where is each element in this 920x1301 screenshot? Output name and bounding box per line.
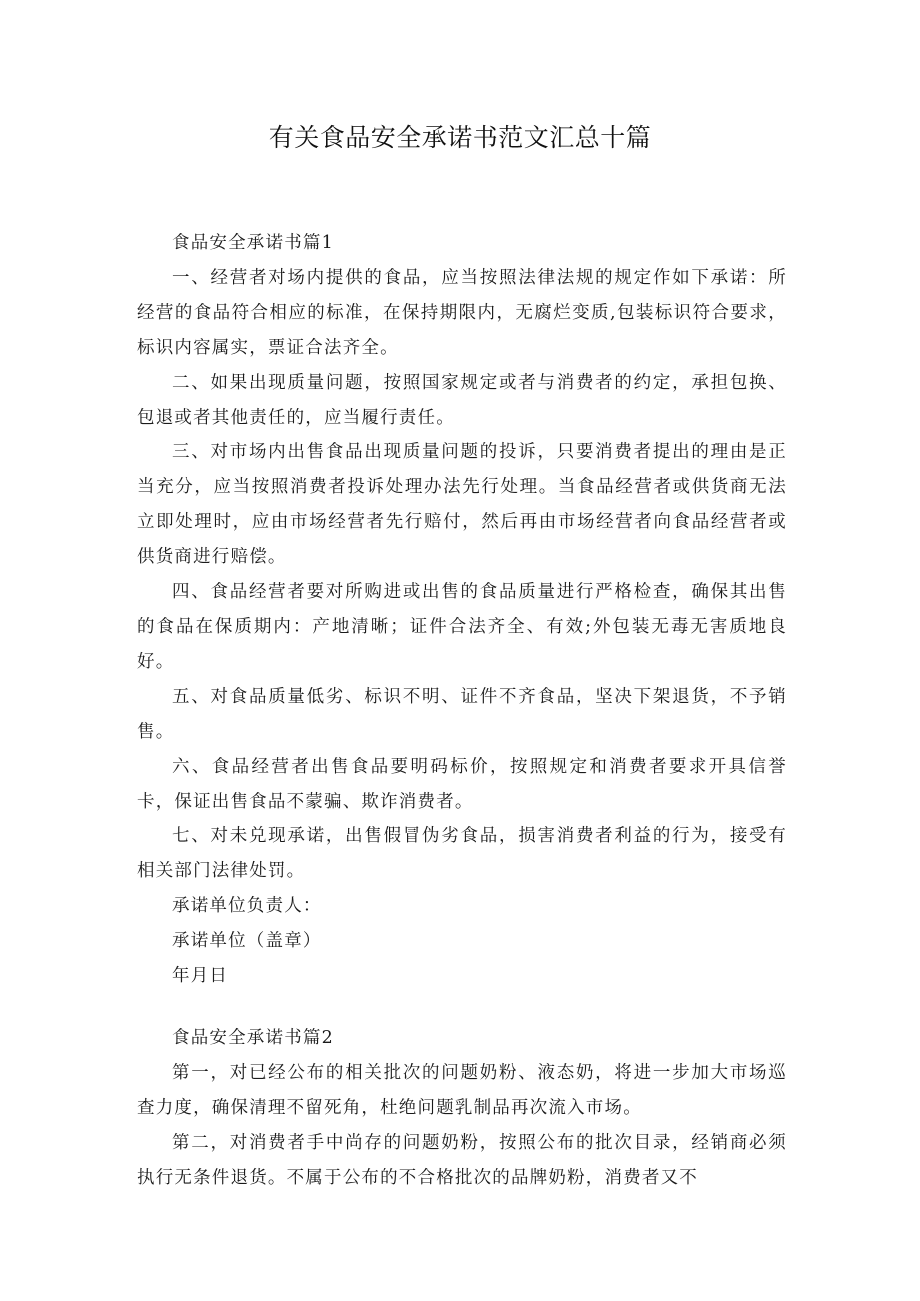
- paragraph: 二、如果出现质量问题，按照国家规定或者与消费者的约定，承担包换、包退或者其他责任的，应当履行责任。: [137, 372, 787, 428]
- signature-unit: 承诺单位（盖章）: [172, 931, 322, 952]
- paragraph: 七、对未兑现承诺，出售假冒伪劣食品，损害消费者利益的行为，接受有相关部门法律处罚。: [137, 826, 787, 882]
- section-heading: 食品安全承诺书篇1: [172, 233, 334, 253]
- paragraph: 一、经营者对场内提供的食品，应当按照法律法规的规定作如下承诺：所经营的食品符合相应的标准，在保持期限内，无腐烂变质,包装标识符合要求，标识内容属实，票证合法齐全。: [137, 267, 787, 358]
- document-body: [137, 226, 787, 1195]
- paragraph: 第二，对消费者手中尚存的问题奶粉，按照公布的批次目录，经销商必须执行无条件退货。不属于公布的不合格批次的品牌奶粉，消费者又不: [137, 1132, 787, 1188]
- paragraph: 六、食品经营者出售食品要明码标价，按照规定和消费者要求开具信誉卡，保证出售食品不蒙骗、欺诈消费者。: [137, 756, 787, 812]
- paragraph: 三、对市场内出售食品出现质量问题的投诉，只要消费者提出的理由是正当充分，应当按照消费者投诉处理办法先行处理。当食品经营者或供货商无法立即处理时，应由市场经营者先行赔付，然后再由市场经营者向食品经营者或供货商进行赔偿。: [137, 442, 787, 568]
- document-title: 有关食品安全承诺书范文汇总十篇: [268, 123, 652, 152]
- paragraph: 四、食品经营者要对所购进或出售的食品质量进行严格检查，确保其出售的食品在保质期内：产地清晰；证件合法齐全、有效;外包装无毒无害质地良好。: [137, 582, 787, 672]
- signature-date: 年月日: [172, 966, 229, 987]
- section-heading: 食品安全承诺书篇2: [172, 1027, 334, 1048]
- paragraph: 第一，对已经公布的相关批次的问题奶粉、液态奶，将进一步加大市场巡查力度，确保清理不留死角，杜绝问题乳制品再次流入市场。: [137, 1062, 787, 1118]
- paragraph: 五、对食品质量低劣、标识不明、证件不齐食品，坚决下架退货，不予销售。: [137, 686, 787, 742]
- section-spacer: [137, 994, 787, 1021]
- signature-responsible: 承诺单位负责人：: [172, 896, 322, 917]
